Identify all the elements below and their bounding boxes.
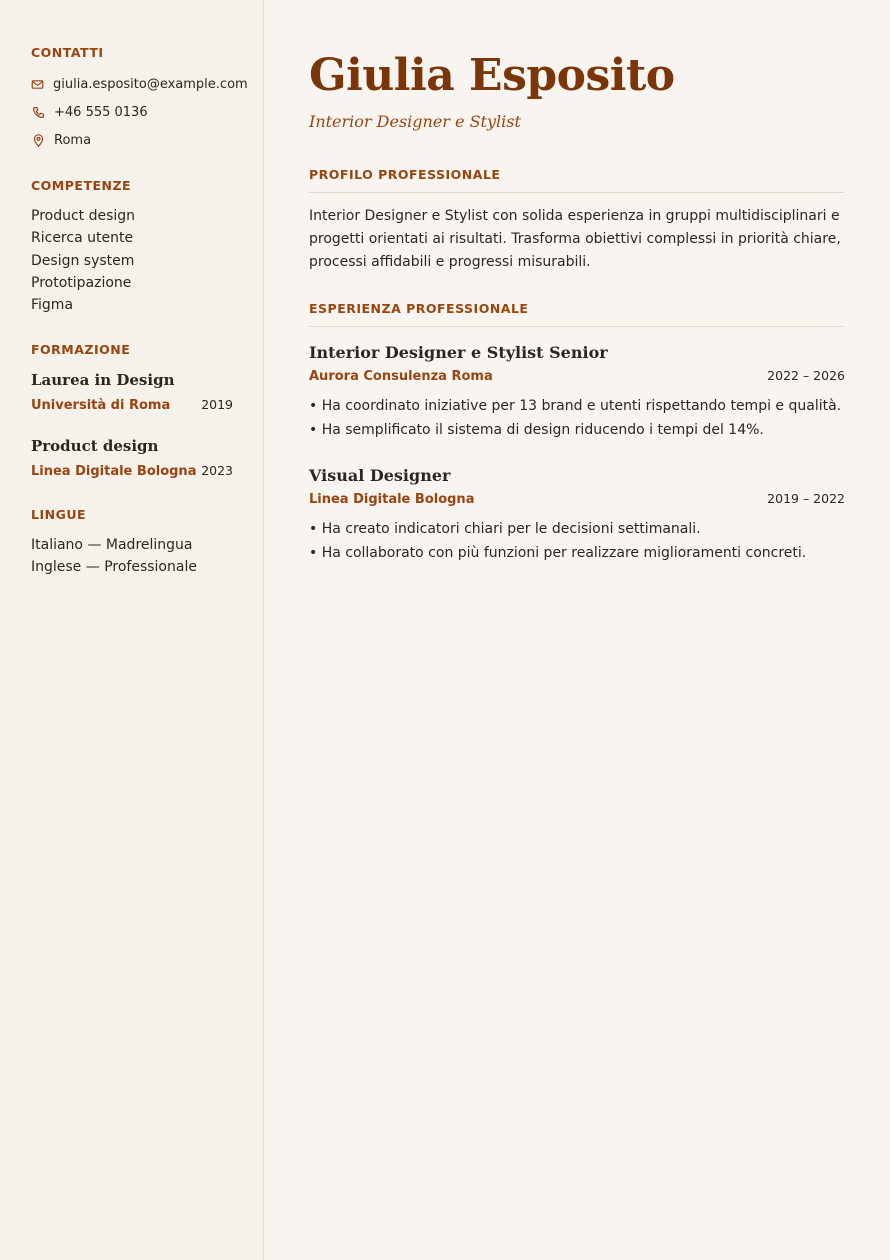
- contact-email[interactable]: [31, 70, 248, 98]
- mail-icon: [31, 77, 44, 91]
- job-entry: [309, 466, 845, 565]
- contact-location: [31, 126, 233, 154]
- skill-item: Prototipazione: [31, 274, 132, 291]
- skill-item: Figma: [31, 297, 74, 314]
- job-bullet: • Ha collaborato con più funzioni per realizzare miglioramenti concreti.: [309, 544, 807, 561]
- person-subtitle: Interior Designer e Stylist: [309, 112, 521, 131]
- languages-section: [31, 507, 233, 578]
- main-content: [265, 0, 890, 1260]
- education-school: Università di Roma: [31, 398, 171, 414]
- language-item: Italiano — Madrelingua: [31, 537, 193, 554]
- job-bullet: • Ha semplificato il sistema di design riducendo i tempi del 14%.: [309, 421, 764, 438]
- resume-header: [309, 48, 845, 131]
- job-bullet: • Ha coordinato iniziative per 13 brand e utenti rispettando tempi e qualità.: [309, 397, 842, 414]
- contact-phone-text: +46 555 0136: [54, 104, 148, 120]
- education-section: [31, 342, 233, 479]
- person-name: Giulia Esposito: [309, 50, 675, 101]
- skill-item: Ricerca utente: [31, 230, 134, 247]
- contacts-section: [31, 45, 248, 154]
- skill-item: Product design: [31, 208, 136, 224]
- job-title: Visual Designer: [309, 465, 451, 485]
- skill-item: Design system: [31, 252, 135, 269]
- location-pin-icon: [31, 133, 45, 147]
- languages-heading: LINGUE: [31, 507, 87, 523]
- job-entry: [309, 343, 845, 442]
- job-company: Linea Digitale Bologna: [309, 491, 475, 507]
- job-company: Aurora Consulenza Roma: [309, 368, 493, 384]
- sidebar: [0, 0, 264, 1260]
- education-heading: FORMAZIONE: [31, 342, 131, 358]
- education-item: [31, 371, 233, 413]
- profile-text: Interior Designer e Stylist con solida esperienza in gruppi multidisciplinari e progetti orientati ai risultati. Trasforma obiettivi complessi in priorità chiare, processi affidabili e progressi misurabili.: [309, 208, 841, 271]
- contacts-heading: CONTATTI: [31, 45, 104, 60]
- skills-section: [31, 178, 233, 316]
- education-title: Product design: [31, 437, 159, 456]
- language-item: Inglese — Professionale: [31, 559, 197, 576]
- job-dates: 2022 – 2026: [767, 367, 845, 383]
- phone-icon: [31, 105, 45, 119]
- education-school: Linea Digitale Bologna: [31, 464, 197, 480]
- contact-phone[interactable]: [31, 98, 233, 126]
- skills-heading: COMPETENZE: [31, 178, 132, 193]
- education-year: 2023: [201, 463, 233, 479]
- education-year: 2019: [201, 397, 233, 413]
- experience-heading: ESPERIENZA PROFESSIONALE: [309, 301, 845, 327]
- job-bullet: • Ha creato indicatori chiari per le decisioni settimanali.: [309, 520, 701, 537]
- experience-section: [309, 301, 845, 565]
- education-title: Laurea in Design: [31, 371, 175, 390]
- contact-location-text: Roma: [54, 132, 92, 148]
- education-item: [31, 437, 233, 479]
- contact-email-text: giulia.esposito@example.com: [53, 76, 248, 92]
- profile-heading: PROFILO PROFESSIONALE: [309, 167, 845, 193]
- job-dates: 2019 – 2022: [767, 490, 845, 506]
- profile-section: [309, 167, 845, 275]
- job-title: Interior Designer e Stylist Senior: [309, 342, 608, 362]
